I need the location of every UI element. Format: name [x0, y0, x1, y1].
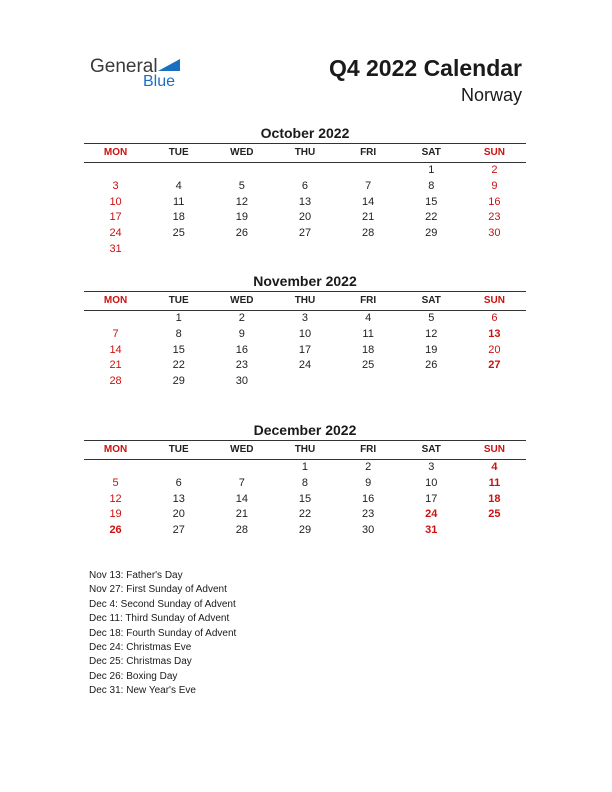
day-cell: 18: [172, 211, 185, 224]
day-cell: 30: [488, 227, 501, 240]
weekday-header: THU: [294, 444, 316, 455]
logo-flag-icon: [158, 59, 180, 71]
day-cell: 17: [425, 492, 438, 505]
weekday-header: WED: [230, 295, 254, 306]
day-cell: 22: [425, 211, 438, 224]
day-cell: [400, 242, 463, 258]
day-cell: 7: [112, 327, 119, 340]
day-cell: 23: [362, 508, 375, 521]
day-cell: 6: [301, 179, 309, 192]
week-row: [84, 460, 526, 476]
weekday-header: TUE: [168, 444, 189, 455]
day-cell: 24: [425, 508, 438, 521]
week-row: [84, 226, 526, 242]
logo-general-text: General: [90, 56, 158, 77]
weekday-header: TUE: [168, 147, 189, 158]
day-cell: [337, 374, 400, 390]
day-cell: 12: [425, 327, 438, 340]
day-cell: 4: [365, 312, 372, 324]
day-cell: [84, 311, 147, 327]
day-cell: [463, 374, 526, 390]
weekday-header: THU: [294, 295, 316, 306]
generalblue-logo: [90, 56, 190, 96]
weekday-header-row: [84, 291, 526, 311]
day-cell: 26: [109, 524, 122, 537]
day-cell: 8: [301, 476, 309, 489]
day-cell: 14: [109, 343, 122, 356]
day-cell: 27: [172, 524, 185, 537]
holiday-item: Dec 25: Christmas Day: [89, 656, 192, 668]
day-cell: 11: [362, 327, 374, 340]
day-cell: 12: [235, 195, 248, 208]
day-cell: 19: [109, 508, 122, 521]
day-cell: 20: [172, 508, 185, 521]
day-cell: 23: [488, 211, 501, 224]
holiday-item: Nov 13: Father's Day: [89, 570, 183, 581]
day-cell: 9: [491, 179, 498, 192]
weekday-header: WED: [230, 147, 254, 158]
week-row: [84, 311, 526, 327]
day-cell: 2: [238, 312, 245, 324]
day-cell: [463, 523, 526, 539]
day-cell: 5: [112, 476, 119, 489]
day-cell: 22: [172, 359, 185, 372]
day-cell: 16: [235, 343, 248, 356]
weekday-header: SUN: [483, 147, 505, 158]
day-cell: 16: [362, 492, 375, 505]
day-cell: 1: [301, 461, 309, 473]
day-cell: 22: [298, 508, 312, 521]
day-cell: 11: [173, 195, 185, 208]
day-cell: [147, 460, 210, 476]
month-november: [84, 271, 526, 390]
weekday-header: MON: [103, 147, 128, 158]
holiday-item: Dec 4: Second Sunday of Advent: [89, 598, 236, 610]
day-cell: [210, 460, 273, 476]
weekday-header: MON: [103, 444, 128, 455]
day-cell: 14: [362, 195, 375, 208]
day-cell: 12: [109, 492, 122, 505]
day-cell: 20: [298, 211, 312, 224]
day-cell: 18: [362, 343, 375, 356]
day-cell: 21: [109, 359, 122, 372]
holiday-item: Nov 27: First Sunday of Advent: [89, 584, 227, 596]
day-cell: 31: [109, 242, 122, 255]
weekday-header: THU: [294, 147, 316, 158]
logo-blue-text: Blue: [143, 73, 176, 90]
day-cell: [147, 242, 210, 258]
day-cell: 15: [425, 195, 438, 208]
day-cell: [400, 374, 463, 390]
day-cell: 15: [298, 492, 312, 505]
day-cell: 25: [488, 508, 501, 521]
weekday-header: SAT: [421, 444, 441, 455]
holiday-item: Dec 18: Fourth Sunday of Advent: [89, 627, 237, 639]
weekday-header: SAT: [421, 147, 441, 158]
day-cell: 9: [365, 476, 372, 489]
week-row: [84, 358, 526, 374]
week-row: [84, 179, 526, 195]
day-cell: [84, 163, 147, 179]
day-cell: 28: [362, 227, 375, 240]
day-cell: 11: [488, 476, 501, 489]
week-row: [84, 195, 526, 211]
day-cell: [337, 242, 400, 258]
day-cell: 13: [172, 492, 185, 505]
day-cell: 16: [488, 195, 501, 208]
day-cell: 30: [362, 524, 375, 537]
day-cell: 4: [491, 461, 498, 473]
month-title: October 2022: [260, 125, 350, 141]
holiday-item: Dec 26: Boxing Day: [89, 670, 178, 682]
day-cell: 6: [491, 312, 498, 324]
day-cell: [273, 374, 336, 390]
day-cell: 17: [298, 343, 312, 356]
day-cell: 27: [298, 227, 312, 240]
day-cell: 2: [365, 461, 372, 473]
day-cell: 24: [298, 359, 312, 372]
week-row: [84, 374, 526, 390]
day-cell: 30: [235, 375, 248, 388]
day-cell: 10: [109, 195, 122, 208]
week-row: [84, 343, 526, 359]
day-cell: [210, 163, 273, 179]
day-cell: 25: [172, 227, 185, 240]
day-cell: 28: [235, 524, 248, 537]
weekday-header-row: [84, 440, 526, 460]
week-row: [84, 327, 526, 343]
weekday-header: SUN: [483, 295, 505, 306]
day-cell: [273, 163, 336, 179]
week-row: [84, 476, 526, 492]
day-cell: 3: [301, 312, 309, 324]
day-cell: 29: [298, 524, 312, 537]
week-row: [84, 210, 526, 226]
day-cell: 19: [425, 343, 438, 356]
day-cell: 13: [488, 327, 501, 340]
day-cell: 10: [425, 476, 438, 489]
day-cell: 6: [175, 476, 182, 489]
weekday-header: MON: [103, 295, 128, 306]
month-december: [84, 420, 526, 539]
week-row: [84, 492, 526, 508]
day-cell: [273, 242, 336, 258]
holiday-list: [89, 569, 236, 699]
country-name: Norway: [460, 85, 522, 105]
day-cell: 13: [298, 195, 312, 208]
day-cell: 8: [428, 179, 435, 192]
month-title: November 2022: [253, 273, 357, 289]
day-cell: 1: [428, 164, 435, 176]
day-cell: 24: [109, 227, 122, 240]
day-cell: 3: [112, 179, 119, 192]
day-cell: 3: [428, 461, 435, 473]
day-cell: 1: [175, 312, 182, 324]
day-cell: 31: [425, 524, 438, 537]
day-cell: [84, 460, 147, 476]
week-row: [84, 507, 526, 523]
holiday-item: Dec 11: Third Sunday of Advent: [89, 613, 230, 625]
weekday-header: FRI: [360, 147, 377, 158]
weekday-header: SAT: [421, 295, 441, 306]
weekday-header-row: [84, 143, 526, 163]
week-row: [84, 163, 526, 179]
day-cell: 10: [298, 327, 312, 340]
day-cell: 21: [362, 211, 375, 224]
weekday-header: WED: [230, 444, 254, 455]
day-cell: [463, 242, 526, 258]
day-cell: 26: [235, 227, 248, 240]
day-cell: 27: [488, 359, 501, 372]
day-cell: 2: [491, 164, 498, 176]
week-row: [84, 523, 526, 539]
day-cell: 5: [428, 312, 435, 324]
month-october: [84, 123, 526, 258]
day-cell: 5: [238, 179, 245, 192]
day-cell: 20: [488, 343, 501, 356]
day-cell: 29: [425, 227, 438, 240]
day-cell: [210, 242, 273, 258]
holiday-item: Dec 24: Christmas Eve: [89, 642, 192, 654]
day-cell: 29: [172, 375, 185, 388]
day-cell: 25: [362, 359, 375, 372]
day-cell: 8: [175, 327, 182, 340]
day-cell: 21: [235, 508, 248, 521]
week-row: [84, 242, 526, 258]
weekday-header: SUN: [483, 444, 505, 455]
day-cell: 14: [235, 492, 248, 505]
day-cell: 28: [109, 375, 122, 388]
day-cell: 15: [172, 343, 185, 356]
day-cell: 17: [109, 211, 122, 224]
day-cell: 26: [425, 359, 438, 372]
holiday-item: Dec 31: New Year's Eve: [89, 685, 196, 697]
day-cell: 9: [238, 327, 245, 340]
month-title: December 2022: [253, 422, 357, 438]
day-cell: 7: [238, 476, 245, 489]
page-title: Q4 2022 Calendar: [328, 55, 522, 81]
day-cell: [337, 163, 400, 179]
weekday-header: FRI: [360, 295, 377, 306]
day-cell: 18: [488, 492, 501, 505]
day-cell: [147, 163, 210, 179]
weekday-header: FRI: [360, 444, 377, 455]
day-cell: 4: [175, 179, 182, 192]
day-cell: 7: [365, 179, 372, 192]
day-cell: 23: [235, 359, 248, 372]
day-cell: 19: [235, 211, 248, 224]
weekday-header: TUE: [168, 295, 189, 306]
